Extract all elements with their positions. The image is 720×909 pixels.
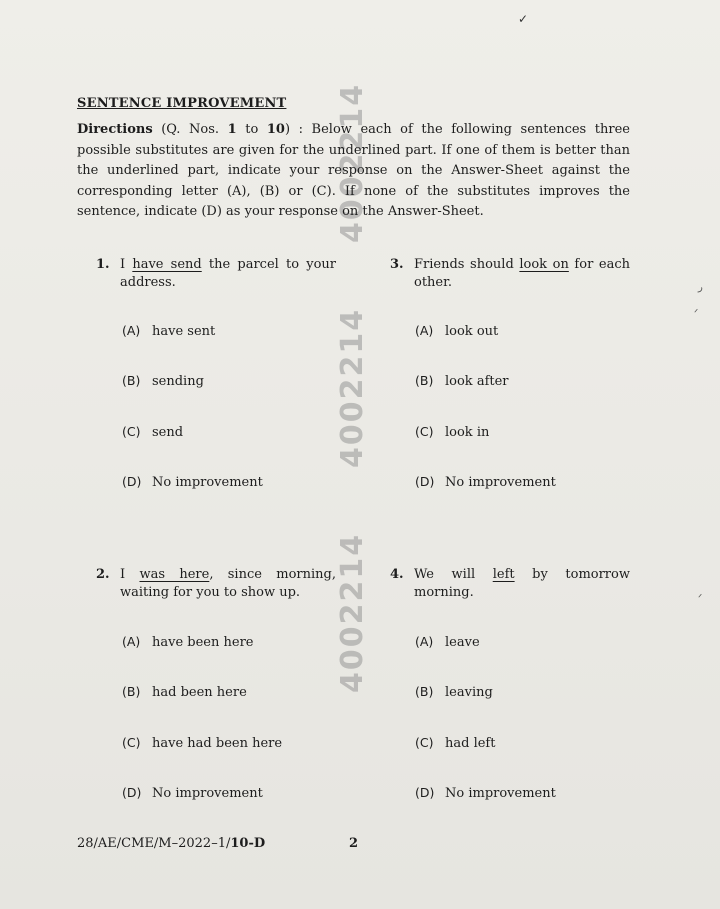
question-number: 4. <box>390 567 404 582</box>
tick-mark: ✓ <box>518 12 529 26</box>
underlined-part: look on <box>519 257 569 272</box>
edge-mark: ر <box>698 282 703 293</box>
directions-text: ) : Below each of the following sentences three possible substitutes are given for the underlined part. If one of them is better than the underlined part, indicate your response on the Answer-Sheet against the corresponding letter (A), (B) or (C). If none of the substitutes improves the sentence, indicate (D) as your response on the Answer-Sheet. <box>77 122 630 219</box>
question-text: Friends should look on for each other. <box>414 257 630 290</box>
q1-option-d[interactable]: (D) No improvement <box>122 474 263 490</box>
q2-option-c[interactable]: (C) have had been here <box>122 735 283 751</box>
question-text: I have send the parcel to your address. <box>120 257 336 290</box>
question-2 <box>96 566 340 606</box>
watermark-lower: 4002214 <box>335 532 370 694</box>
q2-option-b[interactable]: (B) had been here <box>122 684 247 700</box>
q3-option-b[interactable]: (B) look after <box>415 373 509 389</box>
directions-range-to: to <box>236 122 267 137</box>
directions-range-start: 1 <box>227 122 237 137</box>
q2-option-a[interactable]: (A) have been here <box>122 634 254 650</box>
q1-option-c[interactable]: (C) send <box>122 424 184 440</box>
paper-code: 28/AE/CME/M–2022–1/10-D <box>77 836 266 851</box>
section-title: SENTENCE IMPROVEMENT <box>77 96 287 111</box>
edge-mark: ᐟ <box>694 308 699 319</box>
q4-option-c[interactable]: (C) had left <box>415 735 496 751</box>
q4-option-b[interactable]: (B) leaving <box>415 684 493 700</box>
watermark-middle: 4002214 <box>335 307 370 468</box>
q4-option-a[interactable]: (A) leave <box>415 634 480 650</box>
question-number: 3. <box>390 257 404 272</box>
q3-option-d[interactable]: (D) No improvement <box>415 474 556 490</box>
directions-range-end: 10 <box>266 122 285 137</box>
directions-range-open: (Q. Nos. <box>161 122 228 137</box>
question-1 <box>96 256 340 296</box>
watermark-top: 4002214 <box>335 82 370 244</box>
q3-option-c[interactable]: (C) look in <box>415 424 490 440</box>
underlined-part: was here <box>139 567 210 582</box>
question-4 <box>390 566 634 606</box>
underlined-part: left <box>492 567 515 582</box>
page-number: 2 <box>349 836 359 851</box>
q3-option-a[interactable]: (A) look out <box>415 323 499 339</box>
question-text: I was here, since morning, waiting for you to show up. <box>120 567 336 600</box>
edge-mark: ᐟ <box>698 593 703 604</box>
q1-option-b[interactable]: (B) sending <box>122 373 204 389</box>
question-number: 2. <box>96 567 110 582</box>
underlined-part: have send <box>132 257 202 272</box>
question-3 <box>390 256 634 296</box>
directions-label: Directions <box>77 122 153 137</box>
directions-paragraph <box>77 120 630 223</box>
q2-option-d[interactable]: (D) No improvement <box>122 785 263 801</box>
q4-option-d[interactable]: (D) No improvement <box>415 785 556 801</box>
question-text: We will left by tomorrow morning. <box>414 567 630 600</box>
question-number: 1. <box>96 257 110 272</box>
q1-option-a[interactable]: (A) have sent <box>122 323 216 339</box>
